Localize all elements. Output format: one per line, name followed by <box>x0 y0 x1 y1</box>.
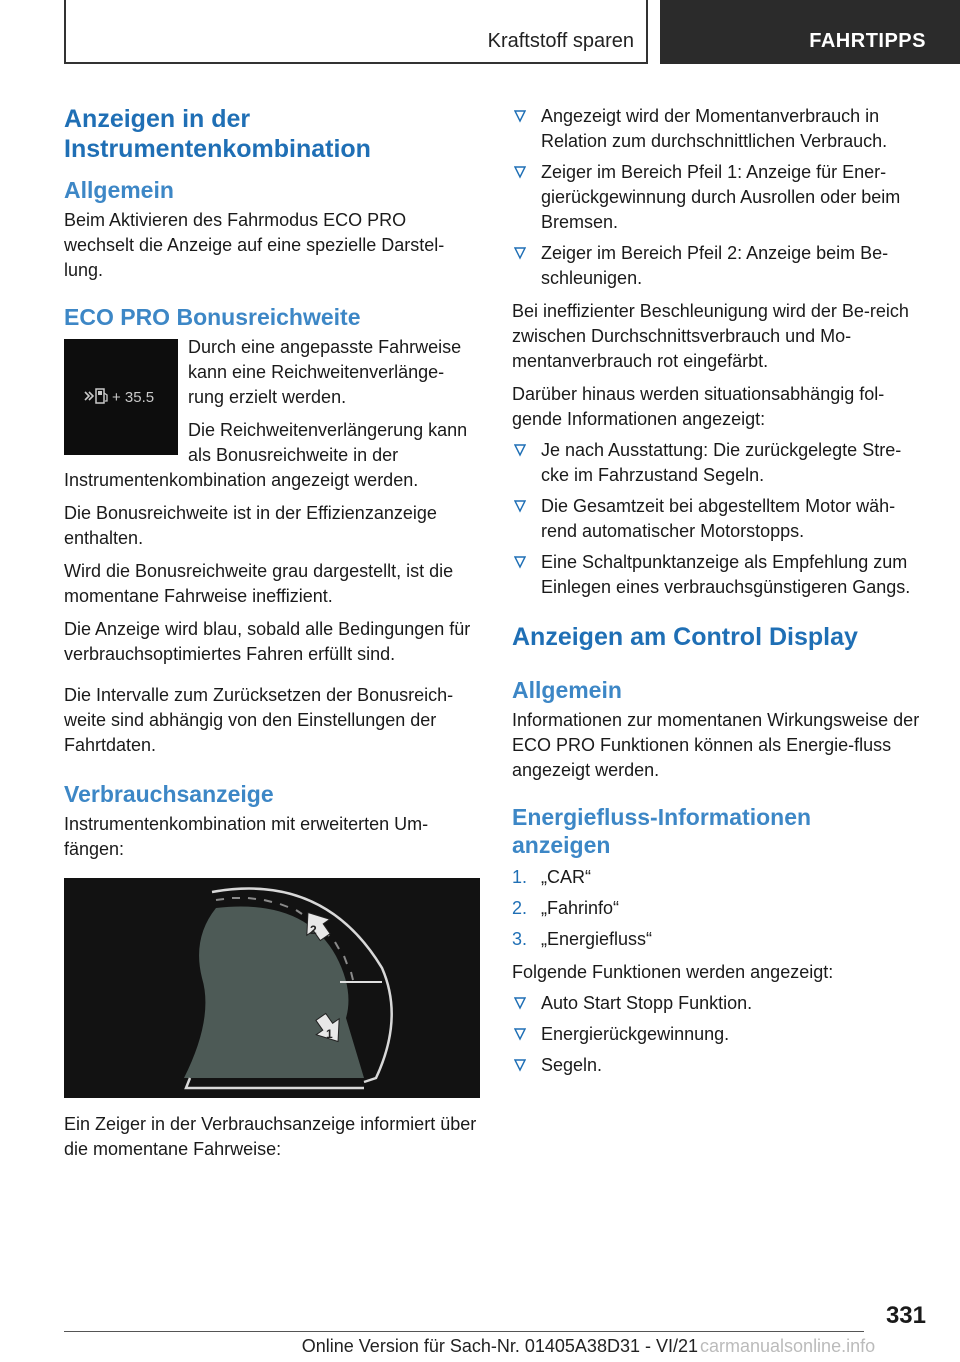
fuel-pump-icon <box>84 386 110 413</box>
paragraph-verbrauch: Instrumentenkombination mit erweiterten Um-fängen: <box>64 814 429 859</box>
footer-online-version: Online Version für Sach-Nr. 01405A38D31 - VI/21 <box>301 1336 698 1356</box>
step-number: 1. <box>512 867 528 887</box>
header-section-title: Kraftstoff sparen <box>487 30 634 52</box>
list-item: Die Gesamtzeit bei abgestelltem Motor wäh-rend automatischer Motorstopps. <box>512 494 928 544</box>
bullet-list-informationen <box>512 438 928 600</box>
heading-energiefluss-anzeigen: Energiefluss-Informationen anzeigen <box>512 804 812 858</box>
triangle-bullet-icon <box>514 246 526 260</box>
paragraph-bonus-3: Die Bonusreichweite ist in der Effizienzanzeige enthalten. <box>64 503 437 548</box>
list-item: Eine Schaltpunktanzeige als Empfehlung zum Einlegen eines verbrauchsgünstigeren Gangs. <box>512 550 928 600</box>
bullet-list-zeiger <box>512 104 928 291</box>
triangle-bullet-icon <box>514 1027 526 1041</box>
list-item: Segeln. <box>512 1053 928 1078</box>
step-text: „Fahrinfo“ <box>541 898 620 918</box>
triangle-bullet-icon <box>514 109 526 123</box>
list-item <box>512 865 928 890</box>
triangle-bullet-icon <box>514 443 526 457</box>
step-text: „CAR“ <box>541 867 591 887</box>
list-item: Zeiger im Bereich Pfeil 2: Anzeige beim Be-schleunigen. <box>512 241 928 291</box>
paragraph-darueber: Darüber hinaus werden situationsabhängig fol-gende Informationen angezeigt: <box>512 384 885 429</box>
page-number: 331 <box>885 1302 926 1329</box>
heading-allgemein: Allgemein <box>64 177 174 203</box>
paragraph-bonus-5: Die Anzeige wird blau, sobald alle Bedingungen für verbrauchsoptimiertes Fahren erfüllt sind. <box>64 619 471 664</box>
left-column <box>64 104 480 1162</box>
step-text: „Energiefluss“ <box>541 929 653 949</box>
heading-verbrauchsanzeige: Verbrauchsanzeige <box>64 781 274 807</box>
heading-anzeigen-control-display: Anzeigen am Control Display <box>512 623 858 651</box>
consumption-gauge-image <box>64 878 480 1098</box>
triangle-bullet-icon <box>514 555 526 569</box>
list-item: Angezeigt wird der Momentanverbrauch in Relation zum durchschnittlichen Verbrauch. <box>512 104 928 154</box>
paragraph-allgemein: Beim Aktivieren des Fahrmodus ECO PRO wechselt die Anzeige auf eine spezielle Darstel-lung. <box>64 210 445 280</box>
paragraph-bonus-6: Die Intervalle zum Zurücksetzen der Bonusreich-weite sind abhängig von den Einstellungen der Fahrtdaten. <box>64 685 454 755</box>
header-section-box <box>64 0 648 64</box>
paragraph-folgende: Folgende Funktionen werden angezeigt: <box>512 962 834 982</box>
heading-allgemein-2: Allgemein <box>512 677 622 703</box>
list-item <box>512 927 928 952</box>
footer-divider <box>64 1331 864 1332</box>
paragraph-bonus-1: Durch eine angepasste Fahrweise kann eine Reichweitenverlänge-rung erzielt werden. <box>188 337 462 407</box>
list-item: Auto Start Stopp Funktion. <box>512 991 928 1016</box>
list-item <box>512 896 928 921</box>
triangle-bullet-icon <box>514 499 526 513</box>
triangle-bullet-icon <box>514 165 526 179</box>
bullet-list-funktionen <box>512 991 928 1078</box>
footer-watermark: carmanualsonline.info <box>700 1336 876 1356</box>
step-number: 3. <box>512 929 528 949</box>
right-column <box>512 104 928 1078</box>
steps-list <box>512 865 928 952</box>
list-item: Energierückgewinnung. <box>512 1022 928 1047</box>
paragraph-zeiger: Ein Zeiger in der Verbrauchsanzeige informiert über die momentane Fahrweise: <box>64 1114 477 1159</box>
paragraph-ineffizient: Bei ineffizienter Beschleunigung wird der Be-reich zwischen Durchschnittsverbrauch und Mo-mentanverbrauch rot eingefärbt. <box>512 301 909 371</box>
step-number: 2. <box>512 898 528 918</box>
paragraph-bonus-4: Wird die Bonusreichweite grau dargestellt, ist die momentane Fahrweise ineffizient. <box>64 561 454 606</box>
list-item: Je nach Ausstattung: Die zurückgelegte Stre-cke im Fahrzustand Segeln. <box>512 438 928 488</box>
gauge-arrow-label-1: 1 <box>326 1027 333 1041</box>
header-chapter-box <box>660 0 960 64</box>
bonus-range-display-image <box>64 339 178 455</box>
triangle-bullet-icon <box>514 996 526 1010</box>
header-chapter-title: FAHRTIPPS <box>809 30 926 52</box>
paragraph-bonus-2: Die Reichweitenverlängerung kann als Bonusreichweite in der Instrumentenkombination angezeigt werden. <box>64 420 468 490</box>
list-item: Zeiger im Bereich Pfeil 1: Anzeige für Ener-gierückgewinnung durch Ausrollen oder beim Bremsen. <box>512 160 928 235</box>
paragraph-allgemein-2: Informationen zur momentanen Wirkungsweise der ECO PRO Funktionen können als Energie-fluss angezeigt werden. <box>512 710 920 780</box>
triangle-bullet-icon <box>514 1058 526 1072</box>
heading-eco-pro-bonusreichweite: ECO PRO Bonusreichweite <box>64 304 361 330</box>
bonus-range-value: + 35.5 <box>112 389 155 406</box>
gauge-arrow-label-2: 2 <box>310 923 317 937</box>
heading-anzeigen-instrumentenkombination: Anzeigen in der Instrumentenkombination <box>64 105 371 163</box>
